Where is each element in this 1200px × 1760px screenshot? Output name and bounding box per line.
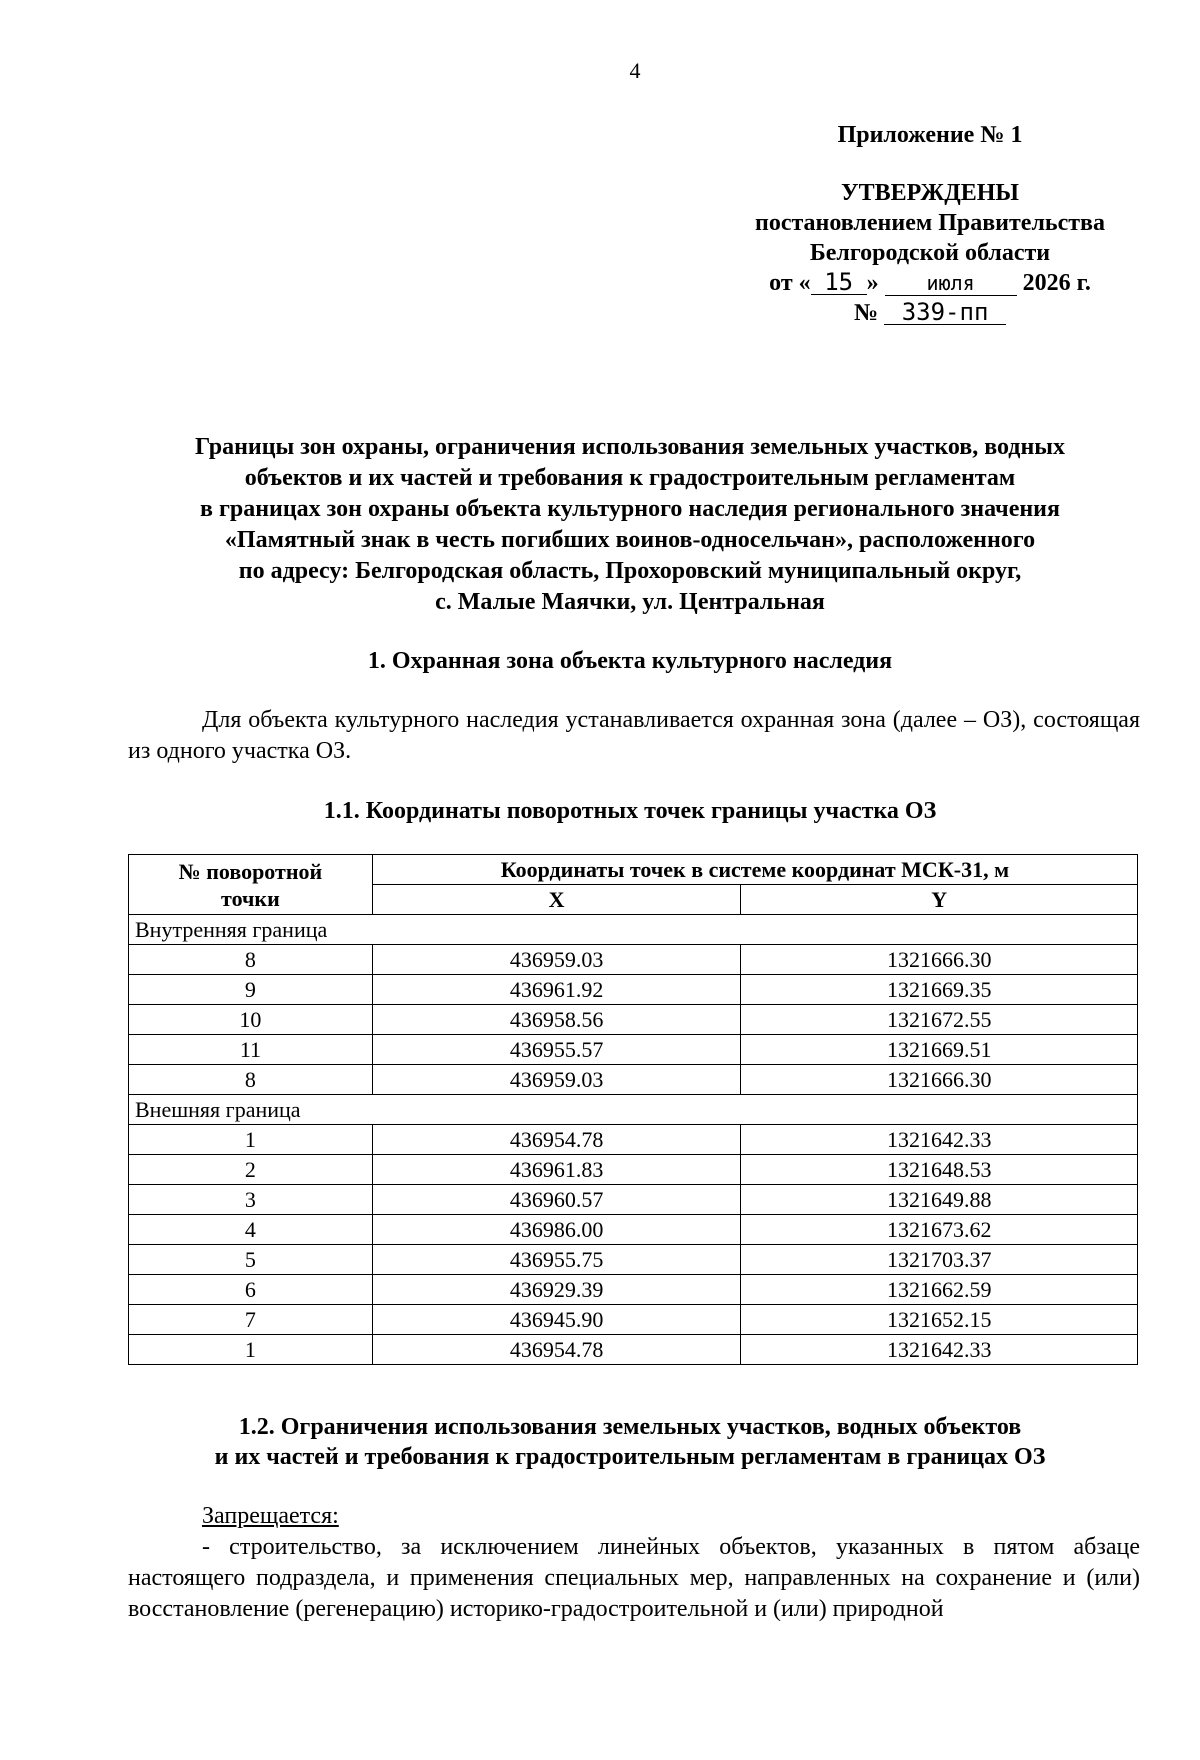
title-line: в границах зон охраны объекта культурного наследия регионального значения	[199, 496, 1060, 522]
point-number: 10	[129, 1005, 373, 1035]
point-number: 6	[129, 1275, 373, 1305]
coord-x: 436955.57	[372, 1035, 741, 1065]
point-number: 8	[129, 945, 373, 975]
table-row	[129, 1275, 1138, 1305]
coord-x: 436986.00	[372, 1215, 741, 1245]
coord-y: 1321666.30	[741, 945, 1138, 975]
number-value: 339-пп	[884, 300, 1006, 325]
date-separator: »	[866, 270, 879, 296]
table-row	[129, 1035, 1138, 1065]
title-line: по адресу: Белгородская область, Прохоровский муниципальный округ,	[238, 558, 1022, 584]
section-1-2-heading	[120, 1412, 1140, 1472]
coord-x: 436959.03	[372, 945, 741, 975]
coord-y: 1321648.53	[741, 1155, 1138, 1185]
appendix-label: Приложение № 1	[837, 122, 1023, 148]
approval-number-line	[720, 298, 1140, 328]
coord-x: 436929.39	[372, 1275, 741, 1305]
coord-x: 436958.56	[372, 1005, 741, 1035]
coord-y: 1321649.88	[741, 1185, 1138, 1215]
coord-x: 436955.75	[372, 1245, 741, 1275]
table-row	[129, 1005, 1138, 1035]
point-number: 1	[129, 1125, 373, 1155]
prohibited-label: Запрещается:	[202, 1503, 339, 1529]
title-line: «Памятный знак в честь погибших воинов-односельчан», расположенного	[224, 527, 1036, 553]
coord-y: 1321669.35	[741, 975, 1138, 1005]
approved-region-line: Белгородской области	[809, 240, 1051, 266]
group-inner-boundary: Внутренняя граница	[129, 915, 1138, 945]
point-number: 3	[129, 1185, 373, 1215]
header-coordinates: Координаты точек в системе координат МСК-31, м	[372, 855, 1137, 885]
title-line: с. Малые Маячки, ул. Центральная	[435, 589, 825, 615]
approval-date-line	[720, 268, 1140, 298]
section-1-heading: 1. Охранная зона объекта культурного наследия	[367, 648, 893, 674]
section-1-2-heading-line1: 1.2. Ограничения использования земельных участков, водных объектов	[238, 1414, 1022, 1440]
approved-by-line: постановлением Правительства	[754, 210, 1105, 236]
date-day: 15	[811, 270, 867, 295]
coord-x: 436959.03	[372, 1065, 741, 1095]
date-month: июля	[885, 271, 1017, 296]
date-prefix: от «	[769, 270, 811, 296]
coord-x: 436954.78	[372, 1125, 741, 1155]
point-number: 4	[129, 1215, 373, 1245]
point-number: 8	[129, 1065, 373, 1095]
table-row	[129, 945, 1138, 975]
header-point-number: № поворотной точки	[129, 855, 373, 915]
approval-stamp-block	[720, 120, 1140, 328]
coord-y: 1321666.30	[741, 1065, 1138, 1095]
section-1-text: Для объекта культурного наследия устанавливается охранная зона (далее – ОЗ), состоящая из одного участка ОЗ.	[128, 707, 1140, 764]
date-year: 2026 г.	[1022, 270, 1091, 296]
table-row	[129, 1155, 1138, 1185]
header-x: X	[372, 885, 741, 915]
number-prefix: №	[853, 300, 879, 326]
approved-heading: УТВЕРЖДЕНЫ	[841, 180, 1019, 206]
group-outer-boundary: Внешняя граница	[129, 1095, 1138, 1125]
point-number: 9	[129, 975, 373, 1005]
coord-y: 1321673.62	[741, 1215, 1138, 1245]
title-line: Границы зон охраны, ограничения использования земельных участков, водных	[194, 434, 1066, 460]
coord-y: 1321642.33	[741, 1125, 1138, 1155]
table-row	[129, 1215, 1138, 1245]
prohibited-label-line	[202, 1501, 1102, 1532]
coordinates-table	[128, 854, 1138, 1365]
coord-x: 436961.83	[372, 1155, 741, 1185]
coord-y: 1321662.59	[741, 1275, 1138, 1305]
coord-y: 1321672.55	[741, 1005, 1138, 1035]
document-title	[120, 432, 1140, 618]
coord-y: 1321652.15	[741, 1305, 1138, 1335]
section-1-2-heading-line2: и их частей и требования к градостроительным регламентам в границах ОЗ	[214, 1444, 1046, 1470]
table-row	[129, 1185, 1138, 1215]
point-number: 11	[129, 1035, 373, 1065]
table-row	[129, 1125, 1138, 1155]
coord-y: 1321642.33	[741, 1335, 1138, 1365]
coord-x: 436961.92	[372, 975, 741, 1005]
page-number: 4	[629, 58, 641, 83]
point-number: 7	[129, 1305, 373, 1335]
title-line: объектов и их частей и требования к градостроительным регламентам	[244, 465, 1016, 491]
coord-x: 436945.90	[372, 1305, 741, 1335]
header-y: Y	[741, 885, 1138, 915]
point-number: 5	[129, 1245, 373, 1275]
table-row	[129, 975, 1138, 1005]
table-group-row	[129, 915, 1138, 945]
point-number: 2	[129, 1155, 373, 1185]
coord-x: 436954.78	[372, 1335, 741, 1365]
table-row	[129, 1065, 1138, 1095]
table-row	[129, 1305, 1138, 1335]
coord-y: 1321703.37	[741, 1245, 1138, 1275]
coord-x: 436960.57	[372, 1185, 741, 1215]
coord-y: 1321669.51	[741, 1035, 1138, 1065]
table-row	[129, 1335, 1138, 1365]
table-group-row	[129, 1095, 1138, 1125]
point-number: 1	[129, 1335, 373, 1365]
section-1-2-text: - строительство, за исключением линейных объектов, указанных в пятом абзаце настоящего подраздела, и применения специальных мер, направленных на сохранение и (или) восстановление (регенерацию) историко-градостроительной и (или) природной	[128, 1534, 1140, 1622]
table-row	[129, 1245, 1138, 1275]
section-1-1-heading: 1.1. Координаты поворотных точек границы участка ОЗ	[323, 798, 937, 824]
